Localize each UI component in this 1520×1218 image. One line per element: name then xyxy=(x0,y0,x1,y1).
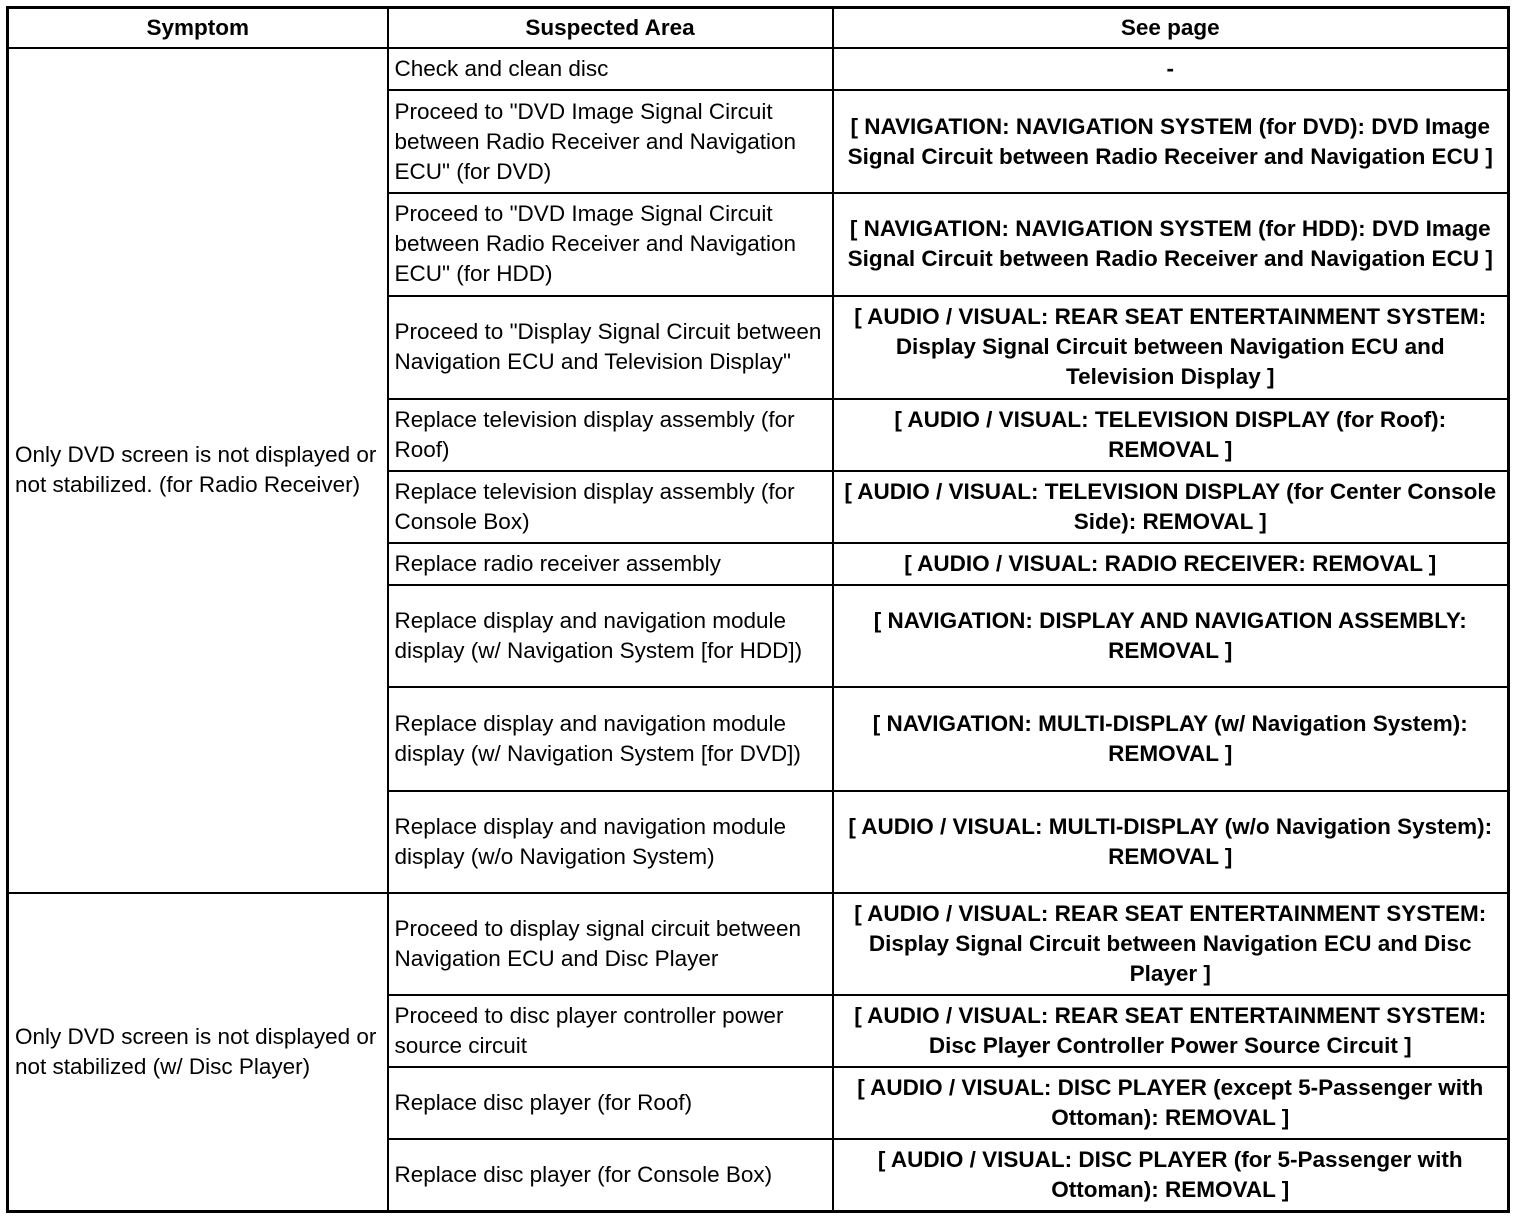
symptom-table xyxy=(6,6,1510,1213)
see-page-cell: [ AUDIO / VISUAL: REAR SEAT ENTERTAINMENT SYSTEM: Display Signal Circuit between Navigation ECU and Television Display ] xyxy=(833,296,1509,399)
see-page-cell: [ NAVIGATION: DISPLAY AND NAVIGATION ASSEMBLY: REMOVAL ] xyxy=(833,585,1509,687)
header-suspected-area: Suspected Area xyxy=(388,8,833,49)
header-see-page: See page xyxy=(833,8,1509,49)
see-page-cell: [ AUDIO / VISUAL: REAR SEAT ENTERTAINMENT SYSTEM: Disc Player Controller Power Source Circuit ] xyxy=(833,995,1509,1067)
see-page-cell: [ AUDIO / VISUAL: DISC PLAYER (except 5-Passenger with Ottoman): REMOVAL ] xyxy=(833,1067,1509,1139)
see-page-cell: [ AUDIO / VISUAL: TELEVISION DISPLAY (for Center Console Side): REMOVAL ] xyxy=(833,471,1509,543)
symptom-cell: Only DVD screen is not displayed or not stabilized (w/ Disc Player) xyxy=(8,893,388,1212)
see-page-cell: [ NAVIGATION: NAVIGATION SYSTEM (for HDD): DVD Image Signal Circuit between Radio Receiver and Navigation ECU ] xyxy=(833,193,1509,295)
see-page-cell: [ AUDIO / VISUAL: MULTI-DISPLAY (w/o Navigation System): REMOVAL ] xyxy=(833,791,1509,893)
see-page-cell: [ AUDIO / VISUAL: DISC PLAYER (for 5-Passenger with Ottoman): REMOVAL ] xyxy=(833,1139,1509,1211)
suspected-area-cell: Proceed to disc player controller power source circuit xyxy=(388,995,833,1067)
suspected-area-cell: Replace television display assembly (for Console Box) xyxy=(388,471,833,543)
symptom-cell: Only DVD screen is not displayed or not stabilized. (for Radio Receiver) xyxy=(8,48,388,893)
header-row xyxy=(8,8,1509,49)
suspected-area-cell: Replace disc player (for Console Box) xyxy=(388,1139,833,1211)
suspected-area-cell: Replace display and navigation module display (w/o Navigation System) xyxy=(388,791,833,893)
suspected-area-cell: Replace radio receiver assembly xyxy=(388,543,833,585)
table-row xyxy=(8,48,1509,90)
suspected-area-cell: Proceed to "DVD Image Signal Circuit between Radio Receiver and Navigation ECU" (for DVD) xyxy=(388,90,833,193)
suspected-area-cell: Proceed to "DVD Image Signal Circuit between Radio Receiver and Navigation ECU" (for HDD) xyxy=(388,193,833,295)
table-row xyxy=(8,893,1509,995)
see-page-cell: [ AUDIO / VISUAL: RADIO RECEIVER: REMOVAL ] xyxy=(833,543,1509,585)
see-page-cell: [ NAVIGATION: NAVIGATION SYSTEM (for DVD): DVD Image Signal Circuit between Radio Receiver and Navigation ECU ] xyxy=(833,90,1509,193)
header-symptom: Symptom xyxy=(8,8,388,49)
see-page-cell: - xyxy=(833,48,1509,90)
suspected-area-cell: Replace disc player (for Roof) xyxy=(388,1067,833,1139)
suspected-area-cell: Proceed to "Display Signal Circuit between Navigation ECU and Television Display" xyxy=(388,296,833,399)
see-page-cell: [ AUDIO / VISUAL: REAR SEAT ENTERTAINMENT SYSTEM: Display Signal Circuit between Navigation ECU and Disc Player ] xyxy=(833,893,1509,995)
see-page-cell: [ AUDIO / VISUAL: TELEVISION DISPLAY (for Roof): REMOVAL ] xyxy=(833,399,1509,471)
suspected-area-cell: Check and clean disc xyxy=(388,48,833,90)
suspected-area-cell: Replace display and navigation module display (w/ Navigation System [for DVD]) xyxy=(388,687,833,790)
see-page-cell: [ NAVIGATION: MULTI-DISPLAY (w/ Navigation System): REMOVAL ] xyxy=(833,687,1509,790)
suspected-area-cell: Replace television display assembly (for Roof) xyxy=(388,399,833,471)
suspected-area-cell: Proceed to display signal circuit between Navigation ECU and Disc Player xyxy=(388,893,833,995)
suspected-area-cell: Replace display and navigation module display (w/ Navigation System [for HDD]) xyxy=(388,585,833,687)
